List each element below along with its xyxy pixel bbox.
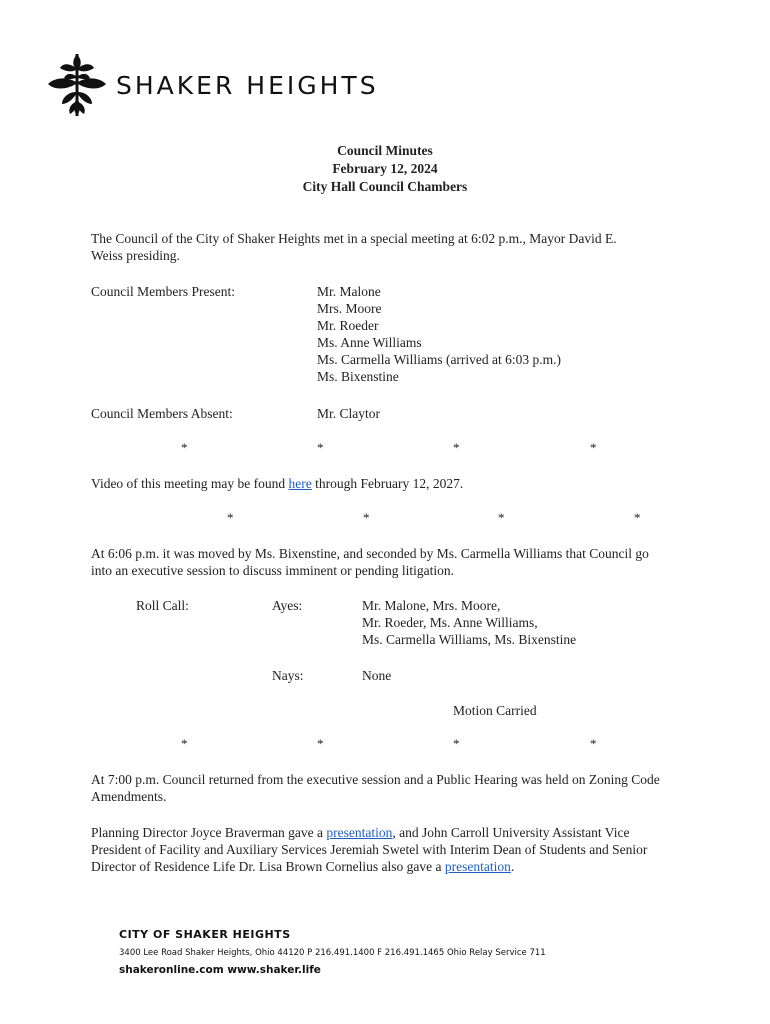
member-item: Mr. Malone xyxy=(317,284,381,299)
present-label: Council Members Present: xyxy=(91,284,235,299)
city-logo xyxy=(46,52,379,118)
member-item: Ms. Carmella Williams (arrived at 6:03 p.m.) xyxy=(317,352,562,367)
planning-line-1 xyxy=(91,824,681,841)
separator-star: * xyxy=(453,440,460,455)
member-item: Mr. Roeder xyxy=(317,318,379,333)
member-item: Mrs. Moore xyxy=(317,301,382,316)
separator-star: * xyxy=(227,510,234,525)
return-line-2: Amendments. xyxy=(91,789,167,804)
planning-line-3 xyxy=(91,858,681,875)
video-text-end: through February 12, 2027. xyxy=(311,476,464,491)
separator-star: * xyxy=(181,736,188,751)
footer xyxy=(119,928,546,976)
ayes-line: Mr. Malone, Mrs. Moore, xyxy=(362,598,501,613)
presentation-link[interactable]: presentation xyxy=(326,825,393,840)
separator-star: * xyxy=(317,440,324,455)
footer-org: CITY OF SHAKER HEIGHTS xyxy=(119,928,291,941)
logo-wordmark: SHAKER HEIGHTS xyxy=(116,70,379,100)
planning-text: . xyxy=(510,859,515,874)
planning-text: , and John Carroll University Assistant Vice xyxy=(392,825,630,840)
member-item: Ms. Bixenstine xyxy=(317,369,399,384)
motion-line-1: At 6:06 p.m. it was moved by Ms. Bixenstine, and seconded by Ms. Carmella Williams that Council go xyxy=(91,546,649,561)
roll-call-label: Roll Call: xyxy=(136,598,189,613)
separator-star: * xyxy=(498,510,505,525)
intro-line-1: The Council of the City of Shaker Heights met in a special meeting at 6:02 p.m., Mayor David E. xyxy=(91,231,617,246)
separator-star: * xyxy=(317,736,324,751)
present-members xyxy=(317,283,561,385)
nays-value: None xyxy=(362,668,392,683)
separator-star: * xyxy=(590,440,597,455)
motion-line-2: into an executive session to discuss imminent or pending litigation. xyxy=(91,563,454,578)
video-paragraph xyxy=(91,475,463,492)
separator-star: * xyxy=(590,736,597,751)
intro-paragraph xyxy=(91,230,617,264)
footer-address: 3400 Lee Road Shaker Heights, Ohio 44120 P 216.491.1400 F 216.491.1465 Ohio Relay Service 711 xyxy=(119,948,546,958)
separator-star: * xyxy=(453,736,460,751)
absent-members: Mr. Claytor xyxy=(317,406,380,421)
return-line-1: At 7:00 p.m. Council returned from the executive session and a Public Hearing was held on Zoning Code xyxy=(91,772,660,787)
video-link[interactable]: here xyxy=(288,476,312,491)
ayes-line: Ms. Carmella Williams, Ms. Bixenstine xyxy=(362,632,577,647)
title-line-3: City Hall Council Chambers xyxy=(302,179,468,194)
motion-paragraph xyxy=(91,545,649,579)
title-line-2: February 12, 2024 xyxy=(332,161,438,176)
intro-line-2: Weiss presiding. xyxy=(91,248,180,263)
title-line-1: Council Minutes xyxy=(337,143,433,158)
document-title xyxy=(0,142,770,196)
return-paragraph xyxy=(91,771,660,805)
planning-text: Planning Director Joyce Braverman gave a xyxy=(91,825,327,840)
motion-result: Motion Carried xyxy=(453,703,537,718)
member-item: Ms. Anne Williams xyxy=(317,335,422,350)
planning-line-2: President of Facility and Auxiliary Services Jeremiah Swetel with Interim Dean of Students and Senior xyxy=(91,842,648,857)
leaf-emblem-icon xyxy=(46,52,108,118)
separator-star: * xyxy=(363,510,370,525)
ayes-line: Mr. Roeder, Ms. Anne Williams, xyxy=(362,615,538,630)
footer-web: shakeronline.com www.shaker.life xyxy=(119,964,321,976)
separator-star: * xyxy=(634,510,641,525)
presentation-link[interactable]: presentation xyxy=(444,859,511,874)
planning-text: Director of Residence Life Dr. Lisa Brown Cornelius also gave a xyxy=(91,859,445,874)
planning-paragraph xyxy=(91,824,681,875)
separator-star: * xyxy=(181,440,188,455)
nays-label: Nays: xyxy=(272,668,304,683)
absent-label: Council Members Absent: xyxy=(91,406,233,421)
ayes-list xyxy=(362,597,576,648)
video-text: Video of this meeting may be found xyxy=(91,476,289,491)
ayes-label: Ayes: xyxy=(272,598,303,613)
